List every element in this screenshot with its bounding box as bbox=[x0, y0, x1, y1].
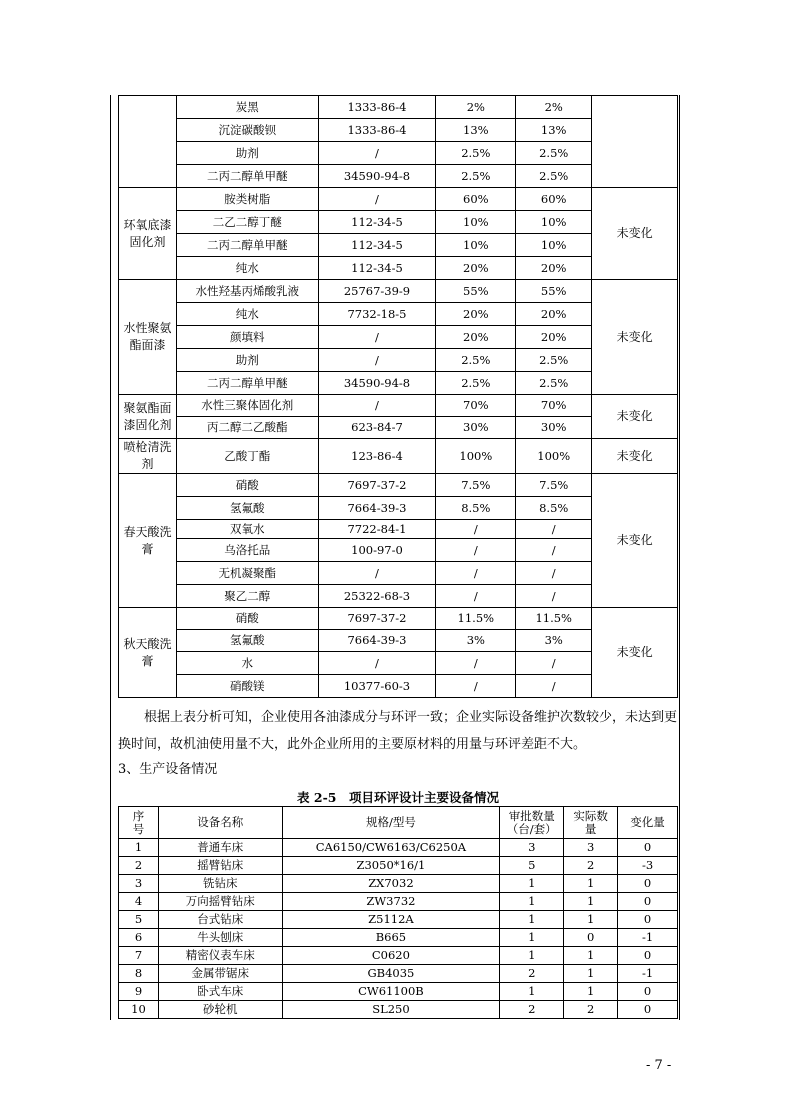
cas-number: 34590-94-8 bbox=[318, 372, 436, 395]
actual-percent: / bbox=[516, 652, 592, 675]
cas-number: / bbox=[318, 395, 436, 417]
change-status: 未变化 bbox=[592, 395, 678, 439]
eia-percent: / bbox=[436, 675, 516, 698]
eia-percent: 13% bbox=[436, 119, 516, 142]
eia-percent: 2.5% bbox=[436, 372, 516, 395]
column-header: 实际数量 bbox=[564, 807, 618, 839]
actual-percent: 30% bbox=[516, 417, 592, 439]
material-name: 沉淀碳酸钡 bbox=[176, 119, 318, 142]
actual-percent: / bbox=[516, 539, 592, 562]
actual-percent: 100% bbox=[516, 439, 592, 474]
actual-percent: 10% bbox=[516, 234, 592, 257]
material-name: 水 bbox=[176, 652, 318, 675]
eia-percent: 20% bbox=[436, 257, 516, 280]
approved-quantity: 2 bbox=[500, 1001, 564, 1019]
quantity-change: 0 bbox=[618, 947, 678, 965]
page-number: - 7 - bbox=[646, 1058, 672, 1073]
actual-percent: 20% bbox=[516, 257, 592, 280]
cas-number: / bbox=[318, 652, 436, 675]
equipment-name: 台式钻床 bbox=[158, 911, 282, 929]
row-number: 10 bbox=[119, 1001, 159, 1019]
quantity-change: 0 bbox=[618, 983, 678, 1001]
cas-number: / bbox=[318, 562, 436, 585]
column-header: 变化量 bbox=[618, 807, 678, 839]
model-spec: SL250 bbox=[282, 1001, 500, 1019]
eia-percent: / bbox=[436, 539, 516, 562]
cas-number: 623-84-7 bbox=[318, 417, 436, 439]
eia-percent: 55% bbox=[436, 280, 516, 303]
quantity-change: 0 bbox=[618, 839, 678, 857]
material-group-name: 环氧底漆固化剂 bbox=[119, 188, 177, 280]
eia-percent: 3% bbox=[436, 630, 516, 652]
cas-number: / bbox=[318, 326, 436, 349]
equipment-row bbox=[119, 839, 678, 857]
cas-number: 7722-84-1 bbox=[318, 520, 436, 539]
material-name: 氢氟酸 bbox=[176, 630, 318, 652]
column-header: 序号 bbox=[119, 807, 159, 839]
actual-quantity: 1 bbox=[564, 965, 618, 983]
actual-quantity: 2 bbox=[564, 1001, 618, 1019]
approved-quantity: 1 bbox=[500, 947, 564, 965]
actual-percent: / bbox=[516, 520, 592, 539]
equipment-name: 普通车床 bbox=[158, 839, 282, 857]
change-status: 未变化 bbox=[592, 474, 678, 608]
material-row bbox=[119, 395, 678, 417]
eia-percent: / bbox=[436, 562, 516, 585]
equipment-name: 金属带锯床 bbox=[158, 965, 282, 983]
material-name: 纯水 bbox=[176, 257, 318, 280]
actual-quantity: 1 bbox=[564, 947, 618, 965]
quantity-change: 0 bbox=[618, 893, 678, 911]
actual-percent: 2.5% bbox=[516, 165, 592, 188]
eia-percent: 60% bbox=[436, 188, 516, 211]
material-name: 二乙二醇丁醚 bbox=[176, 211, 318, 234]
material-row bbox=[119, 439, 678, 474]
cas-number: 123-86-4 bbox=[318, 439, 436, 474]
eia-percent: 2.5% bbox=[436, 349, 516, 372]
material-name: 聚乙二醇 bbox=[176, 585, 318, 608]
model-spec: ZX7032 bbox=[282, 875, 500, 893]
actual-percent: 2.5% bbox=[516, 142, 592, 165]
row-number: 9 bbox=[119, 983, 159, 1001]
cas-number: 7697-37-2 bbox=[318, 608, 436, 630]
equipment-row bbox=[119, 875, 678, 893]
approved-quantity: 1 bbox=[500, 875, 564, 893]
cas-number: 1333-86-4 bbox=[318, 96, 436, 119]
model-spec: Z5112A bbox=[282, 911, 500, 929]
row-number: 8 bbox=[119, 965, 159, 983]
quantity-change: -1 bbox=[618, 929, 678, 947]
column-header: 设备名称 bbox=[158, 807, 282, 839]
cas-number: 112-34-5 bbox=[318, 211, 436, 234]
approved-quantity: 1 bbox=[500, 893, 564, 911]
actual-percent: 70% bbox=[516, 395, 592, 417]
equipment-row bbox=[119, 983, 678, 1001]
approved-quantity: 5 bbox=[500, 857, 564, 875]
actual-quantity: 0 bbox=[564, 929, 618, 947]
model-spec: C0620 bbox=[282, 947, 500, 965]
section-heading: 3、生产设备情况 bbox=[118, 762, 218, 777]
change-status bbox=[592, 96, 678, 188]
cas-number: 7732-18-5 bbox=[318, 303, 436, 326]
eia-percent: 10% bbox=[436, 234, 516, 257]
material-row bbox=[119, 96, 678, 119]
material-name: 乌洛托品 bbox=[176, 539, 318, 562]
approved-quantity: 1 bbox=[500, 911, 564, 929]
material-name: 炭黑 bbox=[176, 96, 318, 119]
actual-percent: 60% bbox=[516, 188, 592, 211]
equipment-name: 卧式车床 bbox=[158, 983, 282, 1001]
approved-quantity: 2 bbox=[500, 965, 564, 983]
equipment-row bbox=[119, 911, 678, 929]
quantity-change: 0 bbox=[618, 1001, 678, 1019]
eia-percent: 11.5% bbox=[436, 608, 516, 630]
equipment-row bbox=[119, 929, 678, 947]
material-name: 助剂 bbox=[176, 142, 318, 165]
row-number: 6 bbox=[119, 929, 159, 947]
actual-percent: 3% bbox=[516, 630, 592, 652]
change-status: 未变化 bbox=[592, 188, 678, 280]
column-header: 审批数量（台/套） bbox=[500, 807, 564, 839]
material-row bbox=[119, 188, 678, 211]
quantity-change: -3 bbox=[618, 857, 678, 875]
cas-number: 10377-60-3 bbox=[318, 675, 436, 698]
actual-percent: 7.5% bbox=[516, 474, 592, 497]
material-name: 丙二醇二乙酸酯 bbox=[176, 417, 318, 439]
material-name: 二丙二醇单甲醚 bbox=[176, 372, 318, 395]
row-number: 4 bbox=[119, 893, 159, 911]
actual-percent: 2% bbox=[516, 96, 592, 119]
material-name: 助剂 bbox=[176, 349, 318, 372]
quantity-change: -1 bbox=[618, 965, 678, 983]
eia-percent: 2.5% bbox=[436, 165, 516, 188]
material-name: 硝酸 bbox=[176, 474, 318, 497]
eia-percent: 100% bbox=[436, 439, 516, 474]
quantity-change: 0 bbox=[618, 875, 678, 893]
material-name: 二丙二醇单甲醚 bbox=[176, 234, 318, 257]
material-name: 硝酸镁 bbox=[176, 675, 318, 698]
approved-quantity: 1 bbox=[500, 929, 564, 947]
right-frame-line bbox=[679, 95, 680, 1020]
equipment-table bbox=[118, 806, 678, 1019]
equipment-name: 摇臂钻床 bbox=[158, 857, 282, 875]
equipment-name: 砂轮机 bbox=[158, 1001, 282, 1019]
row-number: 2 bbox=[119, 857, 159, 875]
material-row bbox=[119, 474, 678, 497]
equipment-row bbox=[119, 1001, 678, 1019]
cas-number: 7697-37-2 bbox=[318, 474, 436, 497]
equipment-row bbox=[119, 947, 678, 965]
material-name: 颜填料 bbox=[176, 326, 318, 349]
cas-number: 7664-39-3 bbox=[318, 497, 436, 520]
eia-percent: / bbox=[436, 585, 516, 608]
material-name: 二丙二醇单甲醚 bbox=[176, 165, 318, 188]
cas-number: 25767-39-9 bbox=[318, 280, 436, 303]
material-name: 乙酸丁酯 bbox=[176, 439, 318, 474]
cas-number: 25322-68-3 bbox=[318, 585, 436, 608]
left-frame-line bbox=[110, 95, 111, 1020]
eia-percent: 2% bbox=[436, 96, 516, 119]
row-number: 7 bbox=[119, 947, 159, 965]
cas-number: 112-34-5 bbox=[318, 234, 436, 257]
quantity-change: 0 bbox=[618, 911, 678, 929]
material-name: 纯水 bbox=[176, 303, 318, 326]
row-number: 1 bbox=[119, 839, 159, 857]
model-spec: CA6150/CW6163/C6250A bbox=[282, 839, 500, 857]
model-spec: CW61100B bbox=[282, 983, 500, 1001]
actual-quantity: 1 bbox=[564, 893, 618, 911]
change-status: 未变化 bbox=[592, 439, 678, 474]
actual-percent: / bbox=[516, 675, 592, 698]
equipment-name: 牛头刨床 bbox=[158, 929, 282, 947]
change-status: 未变化 bbox=[592, 280, 678, 395]
material-group-name bbox=[119, 96, 177, 188]
eia-percent: 20% bbox=[436, 303, 516, 326]
eia-percent: 8.5% bbox=[436, 497, 516, 520]
actual-percent: 20% bbox=[516, 303, 592, 326]
table-caption: 表 2-5 项目环评设计主要设备情况 bbox=[297, 790, 499, 805]
row-number: 3 bbox=[119, 875, 159, 893]
material-group-name: 春天酸洗膏 bbox=[119, 474, 177, 608]
materials-table bbox=[118, 95, 678, 698]
analysis-paragraph: 根据上表分析可知，企业使用各油漆成分与环评一致；企业实际设备维护次数较少，未达到更换时间，故机油使用量不大，此外企业所用的主要原材料的用量与环评差距不大。 bbox=[118, 710, 678, 752]
actual-percent: 11.5% bbox=[516, 608, 592, 630]
equipment-header-row bbox=[119, 807, 678, 839]
material-name: 硝酸 bbox=[176, 608, 318, 630]
equipment-row bbox=[119, 965, 678, 983]
eia-percent: 10% bbox=[436, 211, 516, 234]
cas-number: 112-34-5 bbox=[318, 257, 436, 280]
equipment-row bbox=[119, 893, 678, 911]
actual-quantity: 1 bbox=[564, 875, 618, 893]
cas-number: 34590-94-8 bbox=[318, 165, 436, 188]
change-status: 未变化 bbox=[592, 608, 678, 698]
eia-percent: 20% bbox=[436, 326, 516, 349]
equipment-name: 精密仪表车床 bbox=[158, 947, 282, 965]
material-name: 氢氟酸 bbox=[176, 497, 318, 520]
material-row bbox=[119, 280, 678, 303]
actual-percent: 13% bbox=[516, 119, 592, 142]
actual-quantity: 2 bbox=[564, 857, 618, 875]
eia-percent: / bbox=[436, 520, 516, 539]
material-group-name: 水性聚氨酯面漆 bbox=[119, 280, 177, 395]
cas-number: 7664-39-3 bbox=[318, 630, 436, 652]
actual-quantity: 3 bbox=[564, 839, 618, 857]
actual-percent: 2.5% bbox=[516, 349, 592, 372]
material-group-name: 喷枪清洗剂 bbox=[119, 439, 177, 474]
material-name: 双氧水 bbox=[176, 520, 318, 539]
eia-percent: 2.5% bbox=[436, 142, 516, 165]
actual-percent: 20% bbox=[516, 326, 592, 349]
cas-number: / bbox=[318, 349, 436, 372]
model-spec: B665 bbox=[282, 929, 500, 947]
material-row bbox=[119, 608, 678, 630]
material-name: 胺类树脂 bbox=[176, 188, 318, 211]
actual-percent: 55% bbox=[516, 280, 592, 303]
material-name: 水性三聚体固化剂 bbox=[176, 395, 318, 417]
approved-quantity: 1 bbox=[500, 983, 564, 1001]
equipment-name: 铣钻床 bbox=[158, 875, 282, 893]
actual-percent: 10% bbox=[516, 211, 592, 234]
material-group-name: 聚氨酯面漆固化剂 bbox=[119, 395, 177, 439]
material-group-name: 秋天酸洗膏 bbox=[119, 608, 177, 698]
eia-percent: 70% bbox=[436, 395, 516, 417]
model-spec: Z3050*16/1 bbox=[282, 857, 500, 875]
approved-quantity: 3 bbox=[500, 839, 564, 857]
actual-percent: / bbox=[516, 562, 592, 585]
cas-number: / bbox=[318, 188, 436, 211]
actual-percent: 2.5% bbox=[516, 372, 592, 395]
actual-percent: 8.5% bbox=[516, 497, 592, 520]
model-spec: GB4035 bbox=[282, 965, 500, 983]
equipment-name: 万向摇臂钻床 bbox=[158, 893, 282, 911]
eia-percent: 30% bbox=[436, 417, 516, 439]
equipment-row bbox=[119, 857, 678, 875]
actual-quantity: 1 bbox=[564, 983, 618, 1001]
material-name: 无机凝聚酯 bbox=[176, 562, 318, 585]
actual-quantity: 1 bbox=[564, 911, 618, 929]
model-spec: ZW3732 bbox=[282, 893, 500, 911]
eia-percent: / bbox=[436, 652, 516, 675]
cas-number: / bbox=[318, 142, 436, 165]
actual-percent: / bbox=[516, 585, 592, 608]
cas-number: 1333-86-4 bbox=[318, 119, 436, 142]
material-name: 水性羟基丙烯酸乳液 bbox=[176, 280, 318, 303]
column-header: 规格/型号 bbox=[282, 807, 500, 839]
eia-percent: 7.5% bbox=[436, 474, 516, 497]
row-number: 5 bbox=[119, 911, 159, 929]
cas-number: 100-97-0 bbox=[318, 539, 436, 562]
